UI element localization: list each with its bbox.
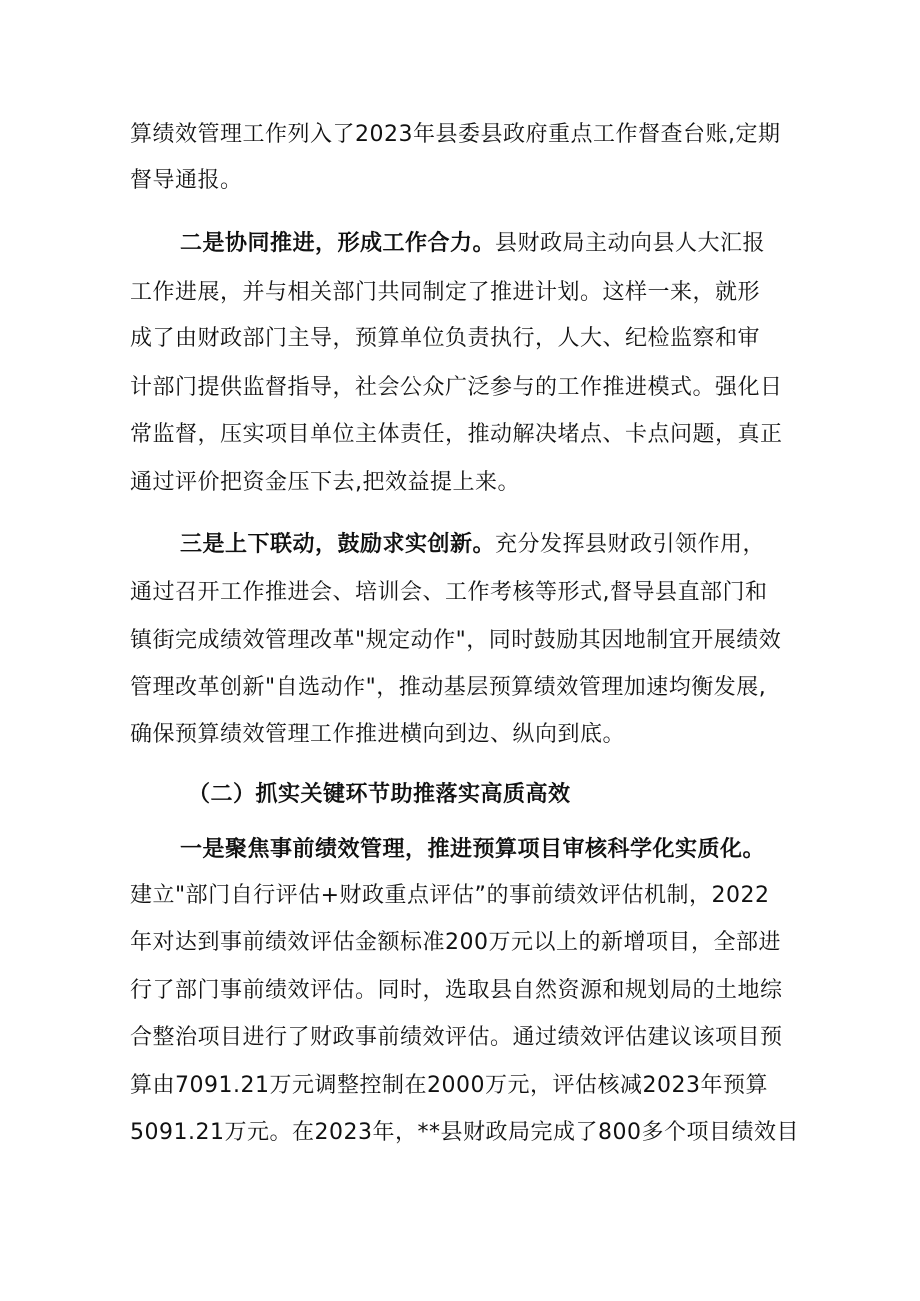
paragraph-4-lead: 一是聚焦事前绩效管理，推进预算项目审核科学化实质化。 (180, 837, 766, 862)
paragraph-4-line-7: 5091.21万元。在2023年，**县财政局完成了800多个项目绩效目 (130, 1120, 799, 1145)
paragraph-2-lead: 二是协同推进，形成工作合力。 (180, 231, 496, 256)
paragraph-3-line-1 (180, 530, 765, 560)
paragraph-2-line-1 (180, 229, 765, 259)
paragraph-2-line-6: 通过评价把资金压下去,把效益提上来。 (130, 470, 520, 495)
paragraph-4-line-5: 合整治项目进行了财政事前绩效评估。通过绩效评估建议该项目预 (130, 1025, 783, 1050)
paragraph-4-line-4: 行了部门事前绩效评估。同时，选取县自然资源和规划局的土地综 (130, 978, 783, 1003)
paragraph-4-line-6: 算由7091.21万元调整控制在2000万元，评估核减2023年预算 (130, 1073, 768, 1098)
paragraph-2-line-5: 常监督，压实项目单位主体责任，推动解决堵点、卡点问题，真正 (130, 422, 783, 447)
paragraph-1-line-2: 督导通报。 (130, 168, 243, 193)
section-heading: （二）抓实关键环节助推落实高质高效 (188, 782, 571, 807)
paragraph-2-line-4: 计部门提供监督指导，社会公众广泛参与的工作推进模式。强化日 (130, 375, 783, 400)
paragraph-1-line-1: 算绩效管理工作列入了2023年县委县政府重点工作督查台账,定期 (130, 122, 781, 147)
paragraph-2-line-2: 工作进展，并与相关部门共同制定了推进计划。这样一来，就形 (130, 280, 761, 305)
paragraph-3-line-2: 通过召开工作推进会、培训会、工作考核等形式,督导县直部门和 (130, 580, 768, 605)
paragraph-4-line-2: 建立"部门自行评估+财政重点评估”的事前绩效评估机制，2022 (130, 883, 770, 908)
paragraph-2-line-1-text: 县财政局主动向县人大汇报 (495, 231, 766, 256)
paragraph-3-line-1-text: 充分发挥县财政引领作用， (495, 532, 766, 557)
paragraph-3-line-3: 镇街完成绩效管理改革"规定动作"，同时鼓励其因地制宜开展绩效 (130, 628, 782, 653)
paragraph-4-line-3: 年对达到事前绩效评估金额标准200万元以上的新增项目，全部进 (130, 930, 781, 955)
paragraph-3-line-5: 确保预算绩效管理工作推进横向到边、纵向到底。 (130, 722, 626, 747)
paragraph-2-line-3: 成了由财政部门主导，预算单位负责执行，人大、纪检监察和审 (130, 326, 761, 351)
paragraph-3-lead: 三是上下联动，鼓励求实创新。 (180, 532, 496, 557)
paragraph-3-line-4: 管理改革创新"自选动作"，推动基层预算绩效管理加速均衡发展, (130, 675, 767, 700)
